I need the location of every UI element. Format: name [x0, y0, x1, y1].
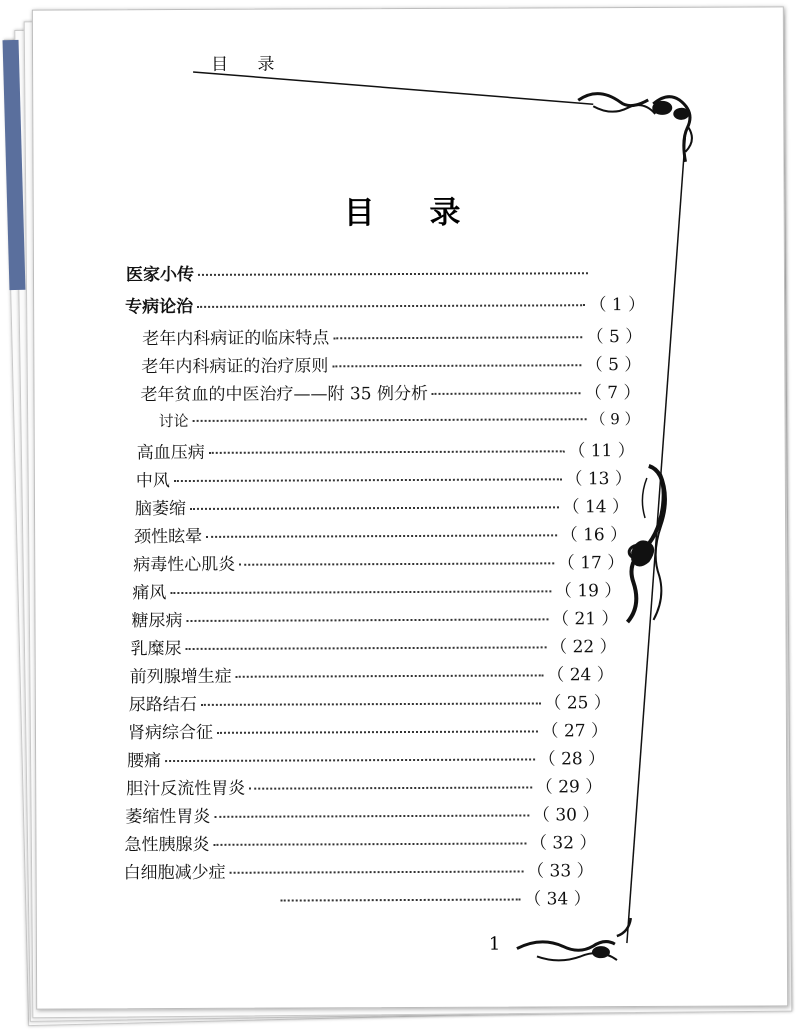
- toc-entry-page: （ 19 ）: [554, 581, 622, 602]
- toc-entry-title: 前列腺增生症: [129, 666, 232, 688]
- dot-leader: [332, 364, 581, 367]
- dot-leader: [186, 618, 548, 622]
- toc-entry[interactable]: [159, 408, 640, 431]
- dot-leader: [190, 506, 559, 510]
- toc-entry[interactable]: [132, 576, 621, 603]
- toc-entry-title: 胆汁反流性胃炎: [126, 778, 246, 800]
- dot-leader: [333, 336, 582, 339]
- toc-entry-title: 萎缩性胃炎: [125, 806, 211, 828]
- toc-entry-page: （ 29 ）: [535, 777, 603, 798]
- toc-entry-title: 专病论治: [125, 296, 194, 318]
- toc-entry-page: （ 16 ）: [560, 525, 628, 546]
- toc-entry-title: 讨论: [158, 411, 189, 431]
- dot-leader: [213, 842, 526, 845]
- dot-leader: [170, 590, 551, 594]
- toc-entry[interactable]: [140, 378, 640, 405]
- toc-entry-title: 医家小传: [125, 264, 195, 286]
- running-head: 目 录: [211, 54, 287, 75]
- toc-entry-title: 老年内科病证的治疗原则: [141, 356, 329, 378]
- toc-entry[interactable]: [131, 632, 617, 659]
- toc-entry[interactable]: [128, 716, 608, 743]
- dot-leader: [198, 272, 588, 276]
- toc-entry-page: （ 9 ）: [590, 409, 640, 429]
- dot-leader: [201, 702, 541, 705]
- toc-entry[interactable]: [133, 548, 624, 575]
- page-title: 目 录: [343, 194, 483, 232]
- toc-entry[interactable]: [142, 322, 642, 349]
- toc-entry[interactable]: [136, 464, 632, 491]
- toc-entry-page: （ 1 ）: [589, 294, 646, 316]
- toc-entry-page: （ 27 ）: [541, 721, 609, 742]
- toc-entry-page: （ 32 ）: [529, 833, 597, 854]
- dot-leader: [214, 814, 529, 817]
- toc-entry[interactable]: [127, 744, 605, 771]
- corner-flourish-top-right: [578, 93, 692, 162]
- toc-entry-page: （ 30 ）: [532, 805, 600, 826]
- toc-entry-page: （ 21 ）: [551, 609, 619, 630]
- toc-entry-page: （ 33 ）: [527, 861, 594, 882]
- dot-leader: [239, 562, 554, 565]
- toc-entry[interactable]: [126, 772, 602, 799]
- toc-entry-title: 尿路结石: [128, 694, 197, 716]
- toc-entry[interactable]: [141, 350, 641, 377]
- toc-entry-title: 老年贫血的中医治疗——附 35 例分析: [140, 383, 428, 406]
- page-number: 1: [488, 933, 501, 955]
- toc-entry[interactable]: [134, 520, 627, 547]
- toc-entry-page: （ 28 ）: [538, 749, 606, 770]
- toc-entry-title: 颈性眩晕: [134, 526, 203, 548]
- dot-leader: [209, 450, 565, 454]
- toc-entry-title: 痛风: [132, 583, 167, 604]
- toc-entry-title: 肾病综合征: [127, 722, 214, 744]
- toc-entry-title: 糖尿病: [131, 610, 183, 632]
- toc-entry-title: 脑萎缩: [134, 498, 187, 520]
- dot-leader: [165, 758, 535, 762]
- toc-entry-title: 乳糜尿: [130, 638, 182, 660]
- toc-entry-title: 急性胰腺炎: [124, 834, 210, 856]
- toc-entry[interactable]: [131, 604, 618, 631]
- toc-entry[interactable]: [125, 800, 599, 827]
- toc-entry[interactable]: [125, 290, 645, 317]
- corner-flourish-bottom: [517, 918, 631, 960]
- side-flourish-right: [627, 466, 667, 622]
- toc-entry-page: （ 11 ）: [568, 441, 635, 462]
- dot-leader: [249, 786, 532, 789]
- toc-entry-title: 中风: [135, 471, 170, 492]
- dot-leader: [193, 418, 587, 422]
- toc-entry-page: （ 25 ）: [544, 693, 611, 714]
- toc-entry[interactable]: [124, 828, 596, 855]
- dot-leader: [230, 871, 524, 874]
- dot-leader: [281, 899, 521, 902]
- toc-entry-page: （ 34 ）: [524, 889, 591, 910]
- toc-entry[interactable]: [130, 660, 614, 687]
- dot-leader: [432, 392, 581, 395]
- toc-entry-title: 老年内科病证的临床特点: [142, 328, 330, 350]
- toc-entry-page: （ 5 ）: [586, 326, 643, 348]
- toc-entry[interactable]: [135, 492, 629, 519]
- toc-entry-title: 腰痛: [127, 751, 162, 772]
- book-page: [32, 6, 788, 1009]
- dot-leader: [206, 534, 557, 538]
- dot-leader: [217, 730, 538, 733]
- dot-leader: [197, 304, 585, 308]
- dot-leader: [174, 478, 562, 482]
- toc-entry-title: 白细胞减少症: [123, 862, 226, 884]
- toc-entry[interactable]: [137, 436, 635, 463]
- toc-entry[interactable]: [277, 884, 591, 910]
- toc-entry-title: 高血压病: [136, 442, 205, 464]
- toc-entry-page: （ 14 ）: [562, 497, 630, 518]
- toc-entry-page: （ 22 ）: [550, 637, 617, 658]
- dot-leader: [186, 646, 547, 650]
- toc-entry[interactable]: [126, 258, 592, 285]
- toc-entry-title: 病毒性心肌炎: [133, 554, 236, 576]
- toc-entry-page: （ 5 ）: [585, 354, 642, 376]
- toc-entry-page: （ 17 ）: [557, 553, 625, 574]
- toc-entry[interactable]: [124, 856, 594, 883]
- toc-entry-page: （ 13 ）: [565, 469, 632, 490]
- dot-leader: [236, 674, 544, 677]
- toc-entry-page: （ 7 ）: [584, 382, 641, 404]
- toc-entry[interactable]: [129, 688, 611, 715]
- toc-entry-page: （ 24 ）: [547, 665, 614, 686]
